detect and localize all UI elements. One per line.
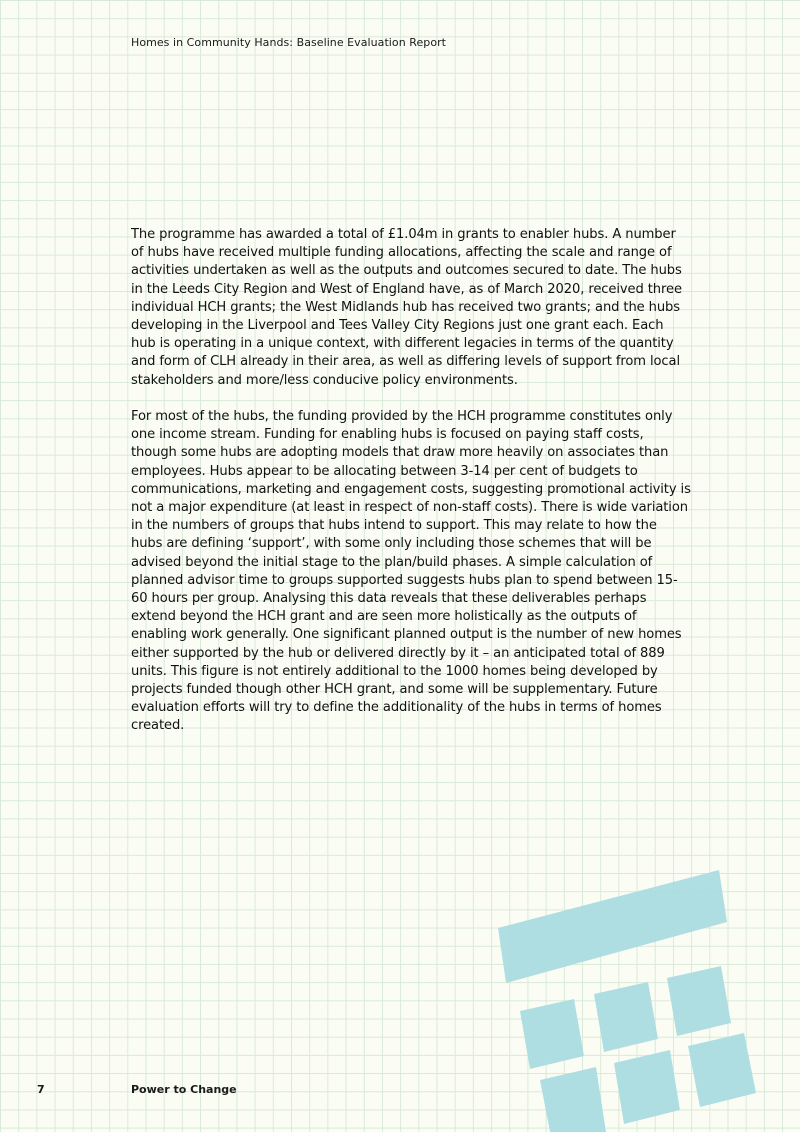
decor-block-wide: [498, 870, 727, 983]
running-header: Homes in Community Hands: Baseline Evaluation Report: [131, 36, 447, 49]
decor-block-4: [540, 1067, 606, 1132]
body-text: [131, 226, 691, 754]
decor-block-6: [688, 1033, 756, 1107]
page-number: 7: [37, 1083, 45, 1096]
paragraph-1: The programme has awarded a total of £1.04m in grants to enabler hubs. A number of hubs have received multiple funding allocations, affecting the scale and range of activities undertaken as well as the outputs and outcomes secured to date. The hubs in the Leeds City Region and West of England have, as of March 2020, received three individual HCH grants; the West Midlands hub has received two grants; and the hubs developing in the Liverpool and Tees Valley City Regions just one grant each. Each hub is operating in a unique context, with different legacies in terms of the quantity and form of CLH already in their area, as well as differing levels of support from local stakeholders and more/less conducive policy environments.: [131, 227, 682, 388]
decor-block-5: [614, 1050, 680, 1124]
decor-block-3: [667, 966, 731, 1036]
footer-organisation: Power to Change: [131, 1083, 237, 1096]
paragraph-2: For most of the hubs, the funding provided by the HCH programme constitutes only one income stream. Funding for enabling hubs is focused on paying staff costs, though some hubs are adopting models that draw more heavily on associates than employees. Hubs appear to be allocating between 3-14 per cent of budgets to communications, marketing and engagement costs, suggesting promotional activity is not a major expenditure (at least in respect of non-staff costs). There is wide variation in the numbers of groups that hubs intend to support. This may relate to how the hubs are defining ‘support’, with some only including those schemes that will be advised beyond the initial stage to the plan/build phases. A simple calculation of planned advisor time to groups supported suggests hubs plan to spend between 15-60 hours per group. Analysing this data reveals that these deliverables perhaps extend beyond the HCH grant and are seen more holistically as the outputs of enabling work generally. One significant planned output is the number of new homes either supported by the hub or delivered directly by it – an anticipated total of 889 units. This figure is not entirely additional to the 1000 homes being developed by projects funded though other HCH grant, and some will be supplementary. Future evaluation efforts will try to define the additionality of the hubs in terms of homes created.: [131, 409, 691, 734]
decor-block-1: [520, 999, 584, 1069]
decor-block-2: [594, 982, 658, 1052]
decorative-blocks-graphic: [480, 860, 800, 1132]
